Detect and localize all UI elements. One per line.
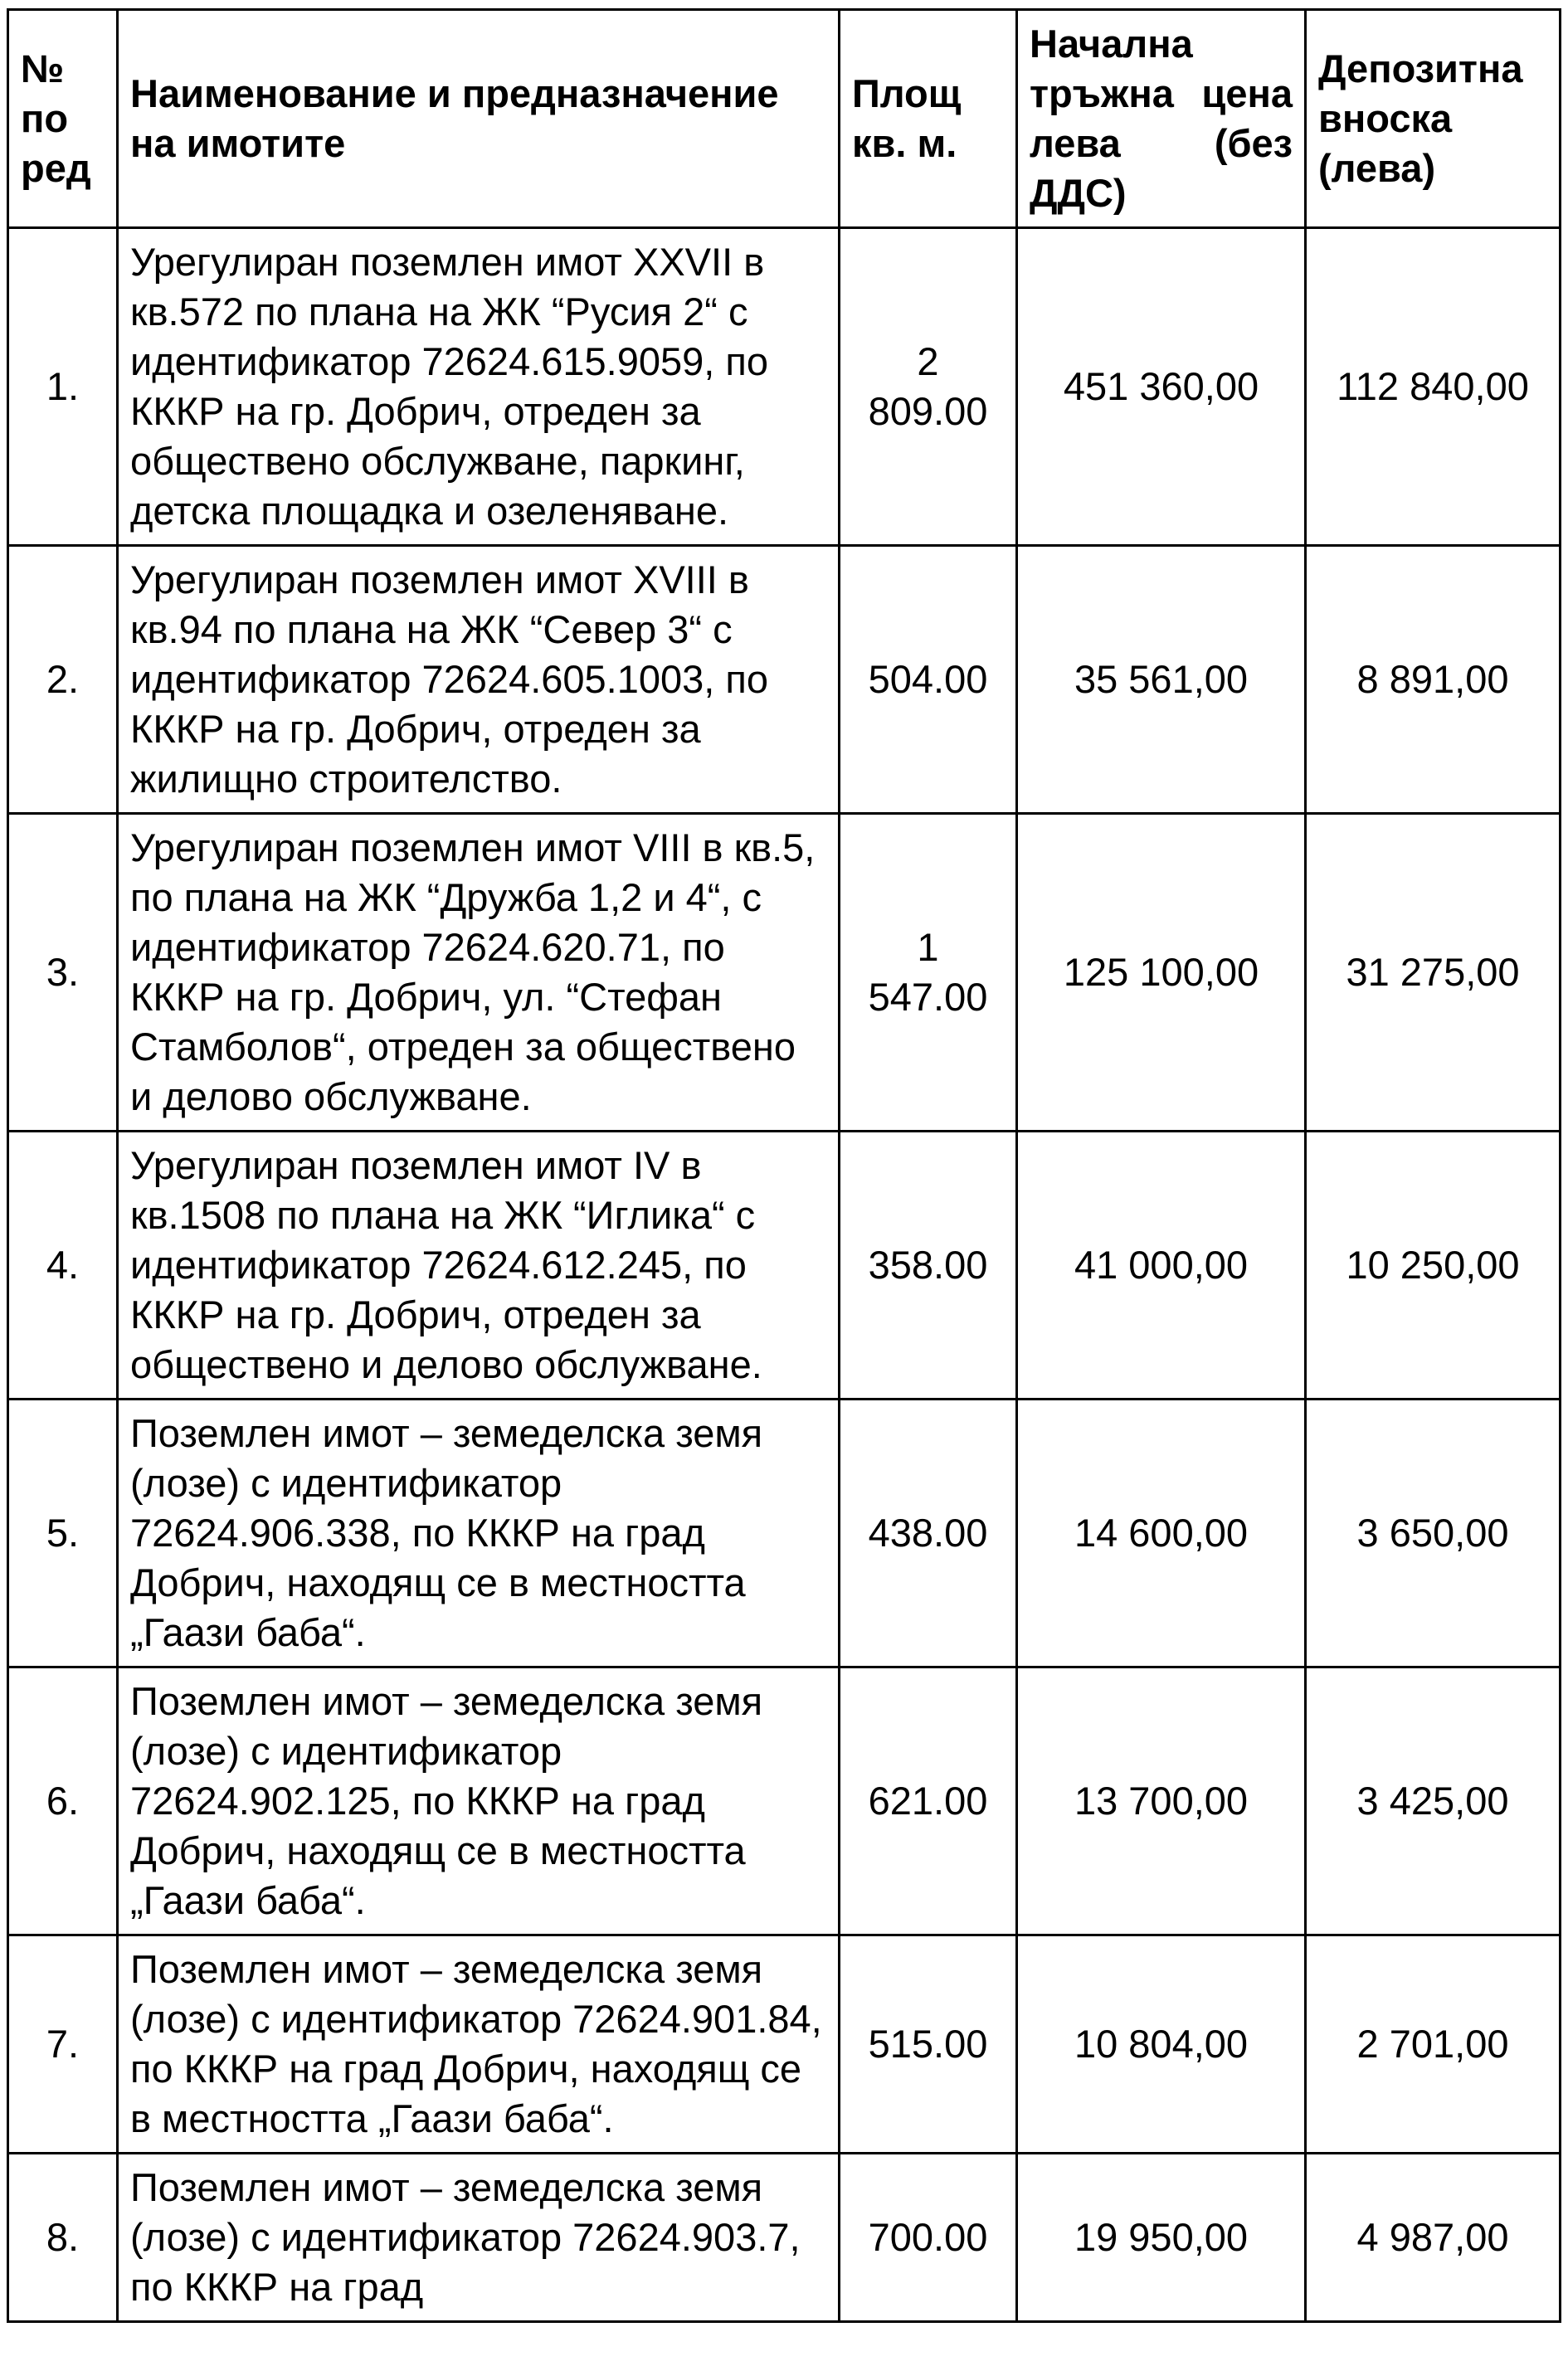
property-name-cell: Поземлен имот – земеделска земя (лозе) с идентификатор 72624.903.7, по КККР на град: [118, 2154, 840, 2322]
header-cell-name: Наименование и предназначение на имотите: [118, 10, 840, 228]
table-row: [8, 1667, 1561, 1935]
price-cell: 125 100,00: [1017, 814, 1306, 1132]
row-number-cell: 7.: [8, 1935, 118, 2154]
price-cell: 35 561,00: [1017, 546, 1306, 814]
price-cell: 13 700,00: [1017, 1667, 1306, 1935]
row-number-cell: 4.: [8, 1132, 118, 1400]
area-cell: 515.00: [840, 1935, 1017, 2154]
table-body: [8, 228, 1561, 2322]
row-number-cell: 2.: [8, 546, 118, 814]
table-row: [8, 1935, 1561, 2154]
price-cell: 41 000,00: [1017, 1132, 1306, 1400]
table-row: [8, 1132, 1561, 1400]
property-auction-table: [7, 8, 1561, 2323]
area-cell: 700.00: [840, 2154, 1017, 2322]
header-cell-num: № по ред: [8, 10, 118, 228]
deposit-cell: 2 701,00: [1306, 1935, 1561, 2154]
table-row: [8, 814, 1561, 1132]
header-cell-price: Начална тръжна цена лева (без ДДС): [1017, 10, 1306, 228]
property-name-cell: Поземлен имот – земеделска земя (лозе) с идентификатор 72624.906.338, по КККР на град Добрич, находящ се в местността „Гаази баба“.: [118, 1400, 840, 1667]
row-number-cell: 3.: [8, 814, 118, 1132]
area-cell: 358.00: [840, 1132, 1017, 1400]
header-row: [8, 10, 1561, 228]
row-number-cell: 1.: [8, 228, 118, 546]
deposit-cell: 10 250,00: [1306, 1132, 1561, 1400]
price-cell: 14 600,00: [1017, 1400, 1306, 1667]
price-cell: 451 360,00: [1017, 228, 1306, 546]
price-cell: 10 804,00: [1017, 1935, 1306, 2154]
area-cell: 1 547.00: [840, 814, 1017, 1132]
property-name-cell: Урегулиран поземлен имот VIII в кв.5, по плана на ЖК “Дружба 1,2 и 4“, с идентификатор 72624.620.71, по КККР на гр. Добрич, ул. “Стефан Стамболов“, отреден за обществено и делово обслужване.: [118, 814, 840, 1132]
property-name-cell: Урегулиран поземлен имот XXVII в кв.572 по плана на ЖК “Русия 2“ с идентификатор 72624.615.9059, по КККР на гр. Добрич, отреден за обществено обслужване, паркинг, детска площадка и озеленяване.: [118, 228, 840, 546]
header-cell-area: Площ кв. м.: [840, 10, 1017, 228]
row-number-cell: 5.: [8, 1400, 118, 1667]
deposit-cell: 3 425,00: [1306, 1667, 1561, 1935]
header-cell-deposit: Депозитна вноска (лева): [1306, 10, 1561, 228]
table-row: [8, 228, 1561, 546]
area-cell: 2 809.00: [840, 228, 1017, 546]
document-page: [0, 8, 1568, 2366]
table-header: [8, 10, 1561, 228]
table-row: [8, 2154, 1561, 2322]
deposit-cell: 8 891,00: [1306, 546, 1561, 814]
property-name-cell: Поземлен имот – земеделска земя (лозе) с идентификатор 72624.902.125, по КККР на град Добрич, находящ се в местността „Гаази баба“.: [118, 1667, 840, 1935]
row-number-cell: 8.: [8, 2154, 118, 2322]
table-row: [8, 546, 1561, 814]
table-row: [8, 1400, 1561, 1667]
row-number-cell: 6.: [8, 1667, 118, 1935]
property-name-cell: Урегулиран поземлен имот XVIII в кв.94 по плана на ЖК “Север 3“ с идентификатор 72624.605.1003, по КККР на гр. Добрич, отреден за жилищно строителство.: [118, 546, 840, 814]
area-cell: 438.00: [840, 1400, 1017, 1667]
deposit-cell: 3 650,00: [1306, 1400, 1561, 1667]
deposit-cell: 4 987,00: [1306, 2154, 1561, 2322]
property-name-cell: Поземлен имот – земеделска земя (лозе) с идентификатор 72624.901.84, по КККР на град Добрич, находящ се в местността „Гаази баба“.: [118, 1935, 840, 2154]
deposit-cell: 31 275,00: [1306, 814, 1561, 1132]
area-cell: 504.00: [840, 546, 1017, 814]
area-cell: 621.00: [840, 1667, 1017, 1935]
price-cell: 19 950,00: [1017, 2154, 1306, 2322]
property-name-cell: Урегулиран поземлен имот IV в кв.1508 по плана на ЖК “Иглика“ с идентификатор 72624.612.245, по КККР на гр. Добрич, отреден за обществено и делово обслужване.: [118, 1132, 840, 1400]
deposit-cell: 112 840,00: [1306, 228, 1561, 546]
